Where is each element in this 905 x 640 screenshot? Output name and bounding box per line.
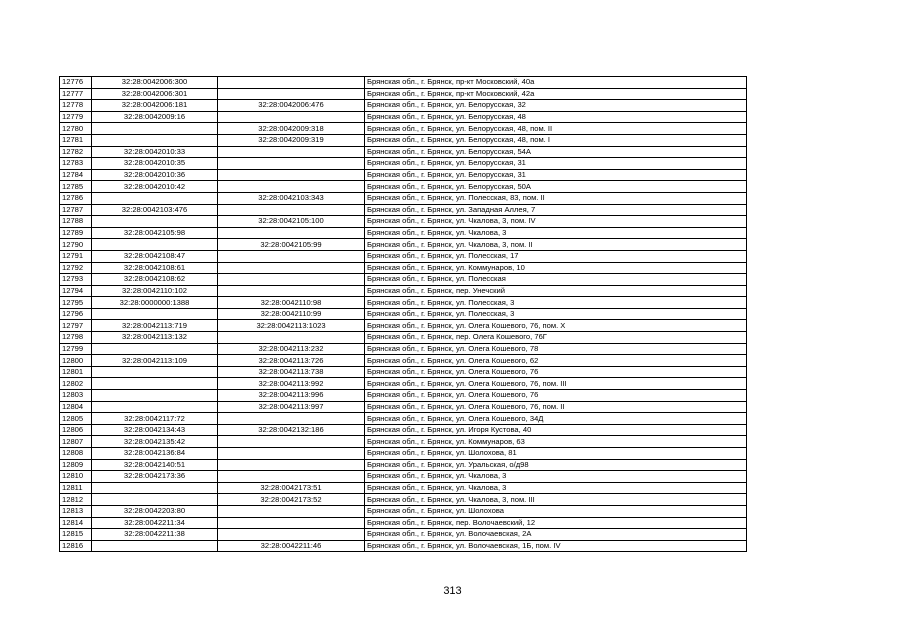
row-number-cell: 12786	[60, 192, 92, 204]
cadastral-number-cell: 32:28:0042211:38	[92, 529, 218, 541]
row-number-cell: 12812	[60, 494, 92, 506]
row-number-cell: 12783	[60, 158, 92, 170]
cadastral-number-cell: 32:28:0042136:84	[92, 448, 218, 460]
table-row	[60, 111, 747, 123]
address-cell: Брянская обл., г. Брянск, ул. Чкалова, 3	[365, 471, 747, 483]
table-row	[60, 169, 747, 181]
table-row	[60, 227, 747, 239]
row-number-cell: 12791	[60, 250, 92, 262]
row-number-cell: 12811	[60, 482, 92, 494]
row-number-cell: 12809	[60, 459, 92, 471]
table-row	[60, 424, 747, 436]
row-number-cell: 12802	[60, 378, 92, 390]
cadastral-number-cell: 32:28:0042006:301	[92, 88, 218, 100]
row-number-cell: 12800	[60, 355, 92, 367]
table-row	[60, 308, 747, 320]
cadastral-number-cell: 32:28:0042113:132	[92, 332, 218, 344]
table-row	[60, 517, 747, 529]
cadastral-number-cell	[92, 366, 218, 378]
cadastral-number-cell: 32:28:0042117:72	[92, 413, 218, 425]
address-cell: Брянская обл., г. Брянск, ул. Волочаевская, 1Б, пом. IV	[365, 540, 747, 552]
row-number-cell: 12781	[60, 134, 92, 146]
address-cell: Брянская обл., г. Брянск, ул. Чкалова, 3	[365, 482, 747, 494]
table-row	[60, 390, 747, 402]
address-cell: Брянская обл., г. Брянск, ул. Олега Кошевого, 76, пом. II	[365, 401, 747, 413]
address-cell: Брянская обл., г. Брянск, ул. Белорусская, 50А	[365, 181, 747, 193]
address-cell: Брянская обл., г. Брянск, ул. Белорусская, 31	[365, 169, 747, 181]
address-cell: Брянская обл., г. Брянск, пер. Унечский	[365, 285, 747, 297]
cadastral-number-cell: 32:28:0042110:102	[92, 285, 218, 297]
address-cell: Брянская обл., г. Брянск, ул. Олега Кошевого, 76, пом. X	[365, 320, 747, 332]
table-row	[60, 505, 747, 517]
address-cell: Брянская обл., г. Брянск, ул. Полесская, 17	[365, 250, 747, 262]
table-row	[60, 494, 747, 506]
cadastral-number-cell: 32:28:0042010:42	[92, 181, 218, 193]
address-cell: Брянская обл., г. Брянск, ул. Белорусская, 32	[365, 100, 747, 112]
address-cell: Брянская обл., г. Брянск, ул. Полесская, 3	[365, 308, 747, 320]
cadastral-number-cell: 32:28:0042108:61	[92, 262, 218, 274]
table-row	[60, 285, 747, 297]
table-row	[60, 181, 747, 193]
row-number-cell: 12779	[60, 111, 92, 123]
related-cadastral-number-cell: 32:28:0042009:318	[218, 123, 365, 135]
row-number-cell: 12785	[60, 181, 92, 193]
address-cell: Брянская обл., г. Брянск, пр-кт Московский, 40а	[365, 77, 747, 89]
related-cadastral-number-cell: 32:28:0042113:1023	[218, 320, 365, 332]
table-row	[60, 482, 747, 494]
related-cadastral-number-cell	[218, 436, 365, 448]
table-row	[60, 297, 747, 309]
address-cell: Брянская обл., г. Брянск, ул. Игоря Кустова, 40	[365, 424, 747, 436]
address-cell: Брянская обл., г. Брянск, ул. Волочаевская, 2А	[365, 529, 747, 541]
address-cell: Брянская обл., г. Брянск, ул. Белорусская, 48, пом. I	[365, 134, 747, 146]
cadastral-number-cell	[92, 216, 218, 228]
table-row	[60, 320, 747, 332]
related-cadastral-number-cell	[218, 88, 365, 100]
address-cell: Брянская обл., г. Брянск, ул. Уральская, о/д98	[365, 459, 747, 471]
related-cadastral-number-cell	[218, 529, 365, 541]
address-cell: Брянская обл., г. Брянск, ул. Чкалова, 3, пом. II	[365, 239, 747, 251]
table-row	[60, 100, 747, 112]
cadastral-number-cell	[92, 134, 218, 146]
row-number-cell: 12797	[60, 320, 92, 332]
row-number-cell: 12798	[60, 332, 92, 344]
row-number-cell: 12795	[60, 297, 92, 309]
cadastral-number-cell: 32:28:0042108:47	[92, 250, 218, 262]
registry-table-body	[60, 77, 747, 552]
table-row	[60, 134, 747, 146]
address-cell: Брянская обл., г. Брянск, ул. Олега Кошевого, 78	[365, 343, 747, 355]
address-cell: Брянская обл., г. Брянск, ул. Чкалова, 3, пом. IV	[365, 216, 747, 228]
address-cell: Брянская обл., г. Брянск, ул. Шолохова, 81	[365, 448, 747, 460]
cadastral-number-cell: 32:28:0042010:36	[92, 169, 218, 181]
row-number-cell: 12813	[60, 505, 92, 517]
cadastral-number-cell: 32:28:0042108:62	[92, 274, 218, 286]
row-number-cell: 12807	[60, 436, 92, 448]
related-cadastral-number-cell: 32:28:0042113:996	[218, 390, 365, 402]
table-row	[60, 192, 747, 204]
address-cell: Брянская обл., г. Брянск, ул. Шолохова	[365, 505, 747, 517]
address-cell: Брянская обл., г. Брянск, ул. Белорусская, 54А	[365, 146, 747, 158]
related-cadastral-number-cell: 32:28:0042113:726	[218, 355, 365, 367]
related-cadastral-number-cell	[218, 250, 365, 262]
cadastral-number-cell: 32:28:0042010:35	[92, 158, 218, 170]
related-cadastral-number-cell: 32:28:0042113:992	[218, 378, 365, 390]
address-cell: Брянская обл., г. Брянск, ул. Олега Кошевого, 76	[365, 390, 747, 402]
table-row	[60, 459, 747, 471]
related-cadastral-number-cell	[218, 448, 365, 460]
table-row	[60, 216, 747, 228]
address-cell: Брянская обл., г. Брянск, ул. Полесская	[365, 274, 747, 286]
cadastral-number-cell	[92, 343, 218, 355]
table-row	[60, 262, 747, 274]
address-cell: Брянская обл., г. Брянск, ул. Чкалова, 3	[365, 227, 747, 239]
related-cadastral-number-cell	[218, 517, 365, 529]
related-cadastral-number-cell: 32:28:0042110:99	[218, 308, 365, 320]
cadastral-number-cell	[92, 540, 218, 552]
table-row	[60, 77, 747, 89]
cadastral-number-cell	[92, 482, 218, 494]
row-number-cell: 12777	[60, 88, 92, 100]
related-cadastral-number-cell: 32:28:0042113:997	[218, 401, 365, 413]
address-cell: Брянская обл., г. Брянск, ул. Полесская, 3	[365, 297, 747, 309]
row-number-cell: 12792	[60, 262, 92, 274]
cadastral-number-cell: 32:28:0042113:109	[92, 355, 218, 367]
address-cell: Брянская обл., г. Брянск, ул. Олега Кошевого, 34Д	[365, 413, 747, 425]
cadastral-number-cell: 32:28:0042103:476	[92, 204, 218, 216]
related-cadastral-number-cell: 32:28:0042132:186	[218, 424, 365, 436]
cadastral-number-cell	[92, 192, 218, 204]
cadastral-number-cell: 32:28:0042135:42	[92, 436, 218, 448]
row-number-cell: 12816	[60, 540, 92, 552]
address-cell: Брянская обл., г. Брянск, ул. Белорусская, 48	[365, 111, 747, 123]
row-number-cell: 12788	[60, 216, 92, 228]
address-cell: Брянская обл., г. Брянск, ул. Коммунаров, 63	[365, 436, 747, 448]
cadastral-number-cell	[92, 401, 218, 413]
related-cadastral-number-cell: 32:28:0042211:46	[218, 540, 365, 552]
table-row	[60, 448, 747, 460]
row-number-cell: 12793	[60, 274, 92, 286]
related-cadastral-number-cell: 32:28:0042173:51	[218, 482, 365, 494]
related-cadastral-number-cell	[218, 274, 365, 286]
address-cell: Брянская обл., г. Брянск, ул. Западная Аллея, 7	[365, 204, 747, 216]
related-cadastral-number-cell	[218, 227, 365, 239]
related-cadastral-number-cell: 32:28:0042113:738	[218, 366, 365, 378]
related-cadastral-number-cell	[218, 471, 365, 483]
table-row	[60, 158, 747, 170]
registry-table	[59, 76, 747, 552]
address-cell: Брянская обл., г. Брянск, пер. Волочаевский, 12	[365, 517, 747, 529]
row-number-cell: 12814	[60, 517, 92, 529]
table-row	[60, 436, 747, 448]
cadastral-number-cell: 32:28:0042140:51	[92, 459, 218, 471]
row-number-cell: 12790	[60, 239, 92, 251]
related-cadastral-number-cell	[218, 181, 365, 193]
related-cadastral-number-cell	[218, 146, 365, 158]
related-cadastral-number-cell	[218, 169, 365, 181]
address-cell: Брянская обл., г. Брянск, ул. Олега Кошевого, 76, пом. III	[365, 378, 747, 390]
related-cadastral-number-cell	[218, 77, 365, 89]
row-number-cell: 12782	[60, 146, 92, 158]
row-number-cell: 12789	[60, 227, 92, 239]
row-number-cell: 12787	[60, 204, 92, 216]
table-row	[60, 204, 747, 216]
related-cadastral-number-cell: 32:28:0042173:52	[218, 494, 365, 506]
table-row	[60, 123, 747, 135]
row-number-cell: 12780	[60, 123, 92, 135]
cadastral-number-cell	[92, 494, 218, 506]
row-number-cell: 12778	[60, 100, 92, 112]
cadastral-number-cell: 32:28:0042006:181	[92, 100, 218, 112]
cadastral-number-cell: 32:28:0042173:36	[92, 471, 218, 483]
table-row	[60, 343, 747, 355]
related-cadastral-number-cell	[218, 505, 365, 517]
row-number-cell: 12799	[60, 343, 92, 355]
address-cell: Брянская обл., г. Брянск, ул. Белорусская, 31	[365, 158, 747, 170]
table-row	[60, 413, 747, 425]
row-number-cell: 12808	[60, 448, 92, 460]
table-row	[60, 529, 747, 541]
related-cadastral-number-cell: 32:28:0042113:232	[218, 343, 365, 355]
table-row	[60, 355, 747, 367]
address-cell: Брянская обл., г. Брянск, ул. Олега Кошевого, 76	[365, 366, 747, 378]
row-number-cell: 12794	[60, 285, 92, 297]
cadastral-number-cell: 32:28:0042211:34	[92, 517, 218, 529]
row-number-cell: 12815	[60, 529, 92, 541]
related-cadastral-number-cell	[218, 285, 365, 297]
cadastral-number-cell: 32:28:0042006:300	[92, 77, 218, 89]
address-cell: Брянская обл., г. Брянск, пер. Олега Кошевого, 76Г	[365, 332, 747, 344]
table-row	[60, 274, 747, 286]
cadastral-number-cell	[92, 308, 218, 320]
cadastral-number-cell: 32:28:0042134:43	[92, 424, 218, 436]
cadastral-number-cell: 32:28:0042113:719	[92, 320, 218, 332]
cadastral-number-cell: 32:28:0042105:98	[92, 227, 218, 239]
related-cadastral-number-cell	[218, 413, 365, 425]
table-row	[60, 146, 747, 158]
related-cadastral-number-cell	[218, 459, 365, 471]
address-cell: Брянская обл., г. Брянск, пр-кт Московский, 42а	[365, 88, 747, 100]
table-row	[60, 540, 747, 552]
table-row	[60, 401, 747, 413]
row-number-cell: 12806	[60, 424, 92, 436]
table-row	[60, 88, 747, 100]
cadastral-number-cell	[92, 239, 218, 251]
row-number-cell: 12810	[60, 471, 92, 483]
cadastral-number-cell: 32:28:0000000:1388	[92, 297, 218, 309]
row-number-cell: 12801	[60, 366, 92, 378]
related-cadastral-number-cell: 32:28:0042009:319	[218, 134, 365, 146]
cadastral-number-cell	[92, 390, 218, 402]
table-row	[60, 471, 747, 483]
cadastral-number-cell	[92, 123, 218, 135]
address-cell: Брянская обл., г. Брянск, ул. Олега Кошевого, 62	[365, 355, 747, 367]
table-row	[60, 378, 747, 390]
address-cell: Брянская обл., г. Брянск, ул. Полесская, 83, пом. II	[365, 192, 747, 204]
related-cadastral-number-cell: 32:28:0042105:100	[218, 216, 365, 228]
related-cadastral-number-cell: 32:28:0042103:343	[218, 192, 365, 204]
address-cell: Брянская обл., г. Брянск, ул. Чкалова, 3, пом. III	[365, 494, 747, 506]
row-number-cell: 12804	[60, 401, 92, 413]
table-row	[60, 239, 747, 251]
cadastral-number-cell: 32:28:0042010:33	[92, 146, 218, 158]
related-cadastral-number-cell: 32:28:0042105:99	[218, 239, 365, 251]
cadastral-number-cell: 32:28:0042203:80	[92, 505, 218, 517]
row-number-cell: 12784	[60, 169, 92, 181]
related-cadastral-number-cell	[218, 158, 365, 170]
cadastral-number-cell	[92, 378, 218, 390]
table-row	[60, 366, 747, 378]
page-number: 313	[443, 585, 462, 597]
table-row	[60, 250, 747, 262]
related-cadastral-number-cell: 32:28:0042006:476	[218, 100, 365, 112]
row-number-cell: 12796	[60, 308, 92, 320]
table-row	[60, 332, 747, 344]
row-number-cell: 12805	[60, 413, 92, 425]
related-cadastral-number-cell	[218, 262, 365, 274]
row-number-cell: 12803	[60, 390, 92, 402]
row-number-cell: 12776	[60, 77, 92, 89]
related-cadastral-number-cell	[218, 204, 365, 216]
related-cadastral-number-cell	[218, 332, 365, 344]
address-cell: Брянская обл., г. Брянск, ул. Белорусская, 48, пом. II	[365, 123, 747, 135]
related-cadastral-number-cell	[218, 111, 365, 123]
address-cell: Брянская обл., г. Брянск, ул. Коммунаров, 10	[365, 262, 747, 274]
related-cadastral-number-cell: 32:28:0042110:98	[218, 297, 365, 309]
cadastral-number-cell: 32:28:0042009:16	[92, 111, 218, 123]
